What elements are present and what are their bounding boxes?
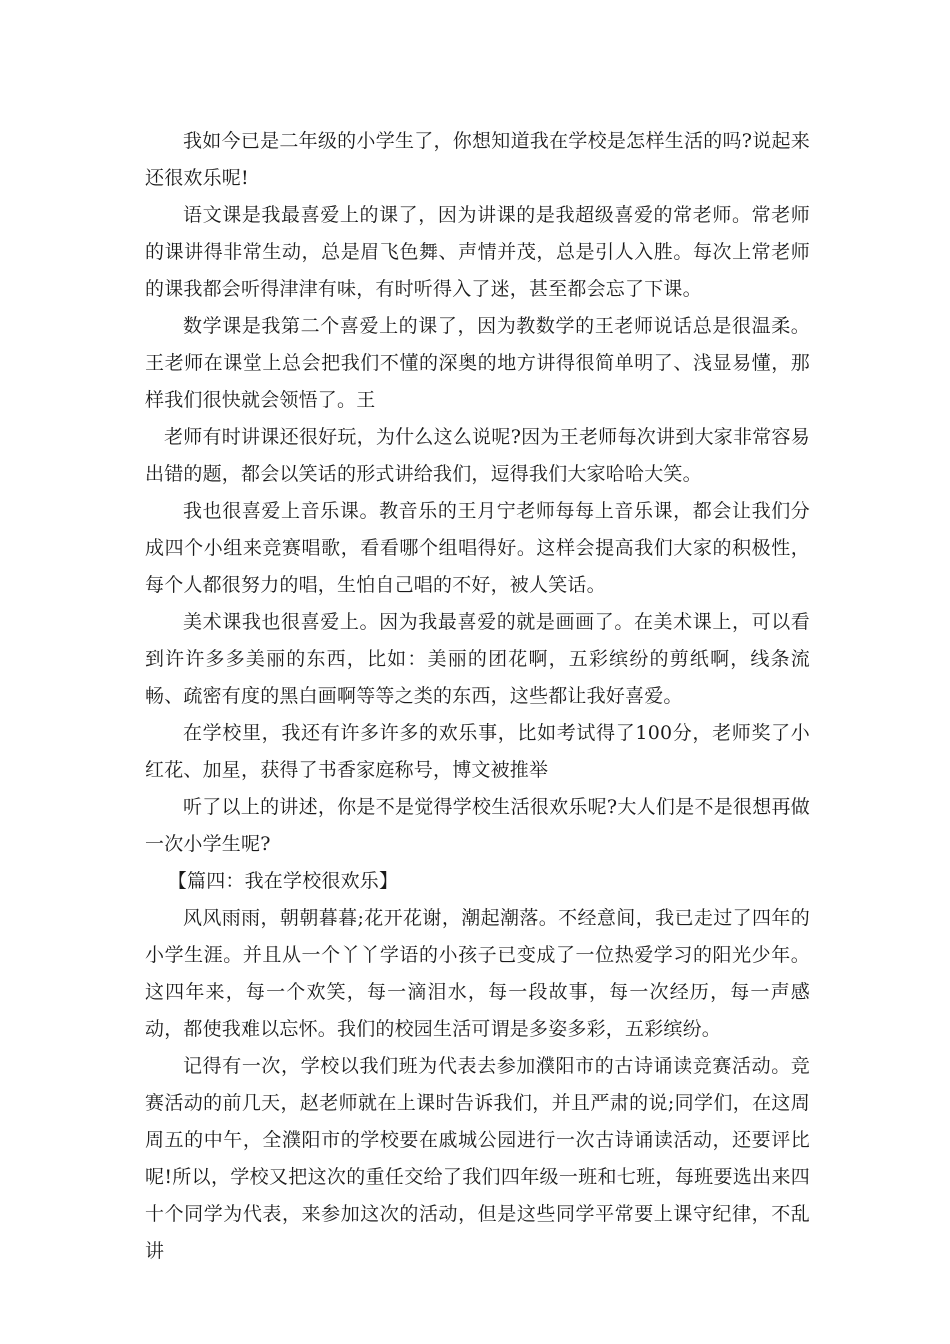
paragraph-8: 听了以上的讲述，你是不是觉得学校生活很欢乐呢?大人们是不是很想再做一次小学生呢? bbox=[145, 796, 810, 855]
document-body bbox=[145, 123, 810, 1270]
paragraph-3: 数学课是我第二个喜爱上的课了，因为教数学的王老师说话总是很温柔。王老师在课堂上总会把我们不懂的深奥的地方讲得很简单明了、浅显易懂，那样我们很快就会领悟了。王 bbox=[145, 315, 810, 411]
paragraph-1: 我如今已是二年级的小学生了，你想知道我在学校是怎样生活的吗?说起来还很欢乐呢! bbox=[145, 130, 810, 189]
paragraph-10: 记得有一次，学校以我们班为代表去参加濮阳市的古诗诵读竞赛活动。竞赛活动的前几天，赵老师就在上课时告诉我们，并且严肃的说;同学们，在这周周五的中午，全濮阳市的学校要在戚城公园进行一次古诗诵读活动，还要评比呢!所以，学校又把这次的重任交给了我们四年级一班和七班，每班要选出来四十个同学为代表，来参加这次的活动，但是这些同学平常要上课守纪律，不乱讲 bbox=[145, 1055, 810, 1262]
paragraph-9: 风风雨雨，朝朝暮暮;花开花谢，潮起潮落。不经意间，我已走过了四年的小学生涯。并且从一个丫丫学语的小孩子已变成了一位热爱学习的阳光少年。这四年来，每一个欢笑，每一滴泪水，每一段故事，每一次经历，每一声感动，都使我难以忘怀。我们的校园生活可谓是多姿多彩，五彩缤纷。 bbox=[145, 907, 810, 1040]
paragraph-6: 美术课我也很喜爱上。因为我最喜爱的就是画画了。在美术课上，可以看到许许多多美丽的东西，比如：美丽的团花啊，五彩缤纷的剪纸啊，线条流畅、疏密有度的黑白画啊等等之类的东西，这些都让我好喜爱。 bbox=[145, 611, 810, 707]
paragraph-5: 我也很喜爱上音乐课。教音乐的王月宁老师每每上音乐课，都会让我们分成四个小组来竞赛唱歌，看看哪个组唱得好。这样会提高我们大家的积极性，每个人都很努力的唱，生怕自己唱的不好，被人笑话。 bbox=[145, 500, 810, 596]
paragraph-7: 在学校里，我还有许多许多的欢乐事，比如考试得了100分，老师奖了小红花、加星，获得了书香家庭称号，博文被推举 bbox=[145, 722, 810, 781]
paragraph-4: 老师有时讲课还很好玩，为什么这么说呢?因为王老师每次讲到大家非常容易出错的题，都会以笑话的形式讲给我们，逗得我们大家哈哈大笑。 bbox=[145, 426, 810, 485]
section-heading: 【篇四：我在学校很欢乐】 bbox=[167, 870, 399, 892]
paragraph-2: 语文课是我最喜爱上的课了，因为讲课的是我超级喜爱的常老师。常老师的课讲得非常生动，总是眉飞色舞、声情并茂，总是引人入胜。每次上常老师的课我都会听得津津有味，有时听得入了迷，甚至都会忘了下课。 bbox=[145, 204, 810, 300]
